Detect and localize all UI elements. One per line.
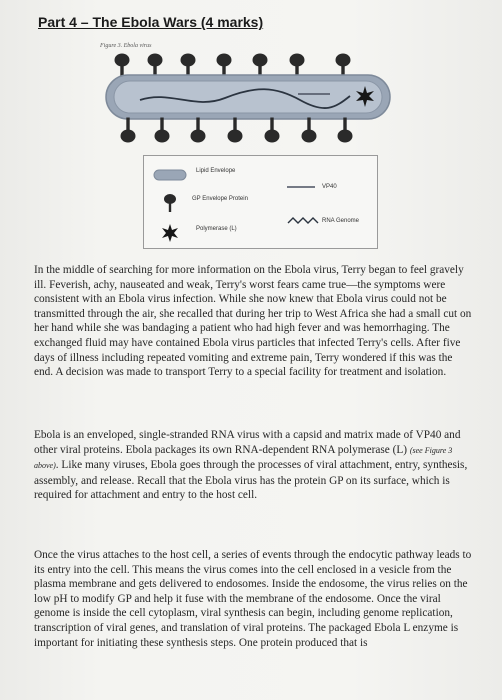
legend-lipid-envelope: Lipid Envelope [196,168,236,174]
paragraph-2 [34,428,474,503]
gp-spikes-bottom [121,118,352,142]
section-heading: Part 4 – The Ebola Wars (4 marks) [38,14,264,30]
paragraph-3: Once the virus attaches to the host cell, a series of events through the endocytic pathway leads to its entry into the cell. This means the virus comes into the cell enclosed in a vesicle from the plasma membrane and gets delivered to endosomes. Inside the endosome, the virus relies on the low pH to modify GP and help it fuse with the membrane of the endosome. Once the viral genome is inside the cell cytoplasm, viral synthesis can begin, including genome replication, transcription of viral genes, and translation of viral proteins. The packaged Ebola L enzyme is important for initiating these synthesis steps. One protein produced that is [34,549,472,649]
legend-icons [152,164,192,244]
figure-legend [143,155,378,249]
lipid-envelope-icon [154,170,186,180]
paragraph-2-text-a: Ebola is an enveloped, single-stranded RNA virus with a capsid and matrix made of VP40 and other viral proteins. Ebola packages its own RNA-dependent RNA polymerase (L) [34,429,461,456]
rna-genome-legend-icon [287,216,319,226]
figure-reference: (see Figure 3 above) [34,445,453,471]
figure-caption: Figure 3. Ebola virus [100,43,152,49]
legend-polymerase: Polymerase (L) [196,226,237,232]
ebola-virus-diagram [100,50,400,145]
vp40-legend-icon [287,184,317,190]
gp-spikes-top [115,54,350,76]
polymerase-legend-icon [162,224,178,242]
legend-gp-protein: GP Envelope Protein [192,196,248,202]
paragraph-1: In the middle of searching for more information on the Ebola virus, Terry began to feel gravely ill. Feverish, achy, nauseated and weak, Terry's worst fears came true—the symptoms were consistent with an Ebola virus infection. While she now knew that Ebola virus could not be transmitted through the air, she recalled that during her trip to West Africa she had a small cut on her hand while she was bandaging a patient who had high fever and was hemorrhaging. The exchanged fluid may have contained Ebola virus particles that infected Terry's cells. After five days of illness including repeated vomiting and extreme pain, Terry wondered if this was the end. A decision was made to transport Terry to a special facility for treatment and isolation. [34,264,472,379]
legend-vp40: VP40 [322,184,337,190]
paragraph-2-text-b: . Like many viruses, Ebola goes through the processes of viral attachment, entry, synthesis, assembly, and release. Recall that the Ebola virus has the protein GP on its surface, which is required for attachment and entry to the host cell. [34,459,468,502]
gp-protein-icon [164,194,176,212]
legend-rna-genome: RNA Genome [322,218,360,224]
